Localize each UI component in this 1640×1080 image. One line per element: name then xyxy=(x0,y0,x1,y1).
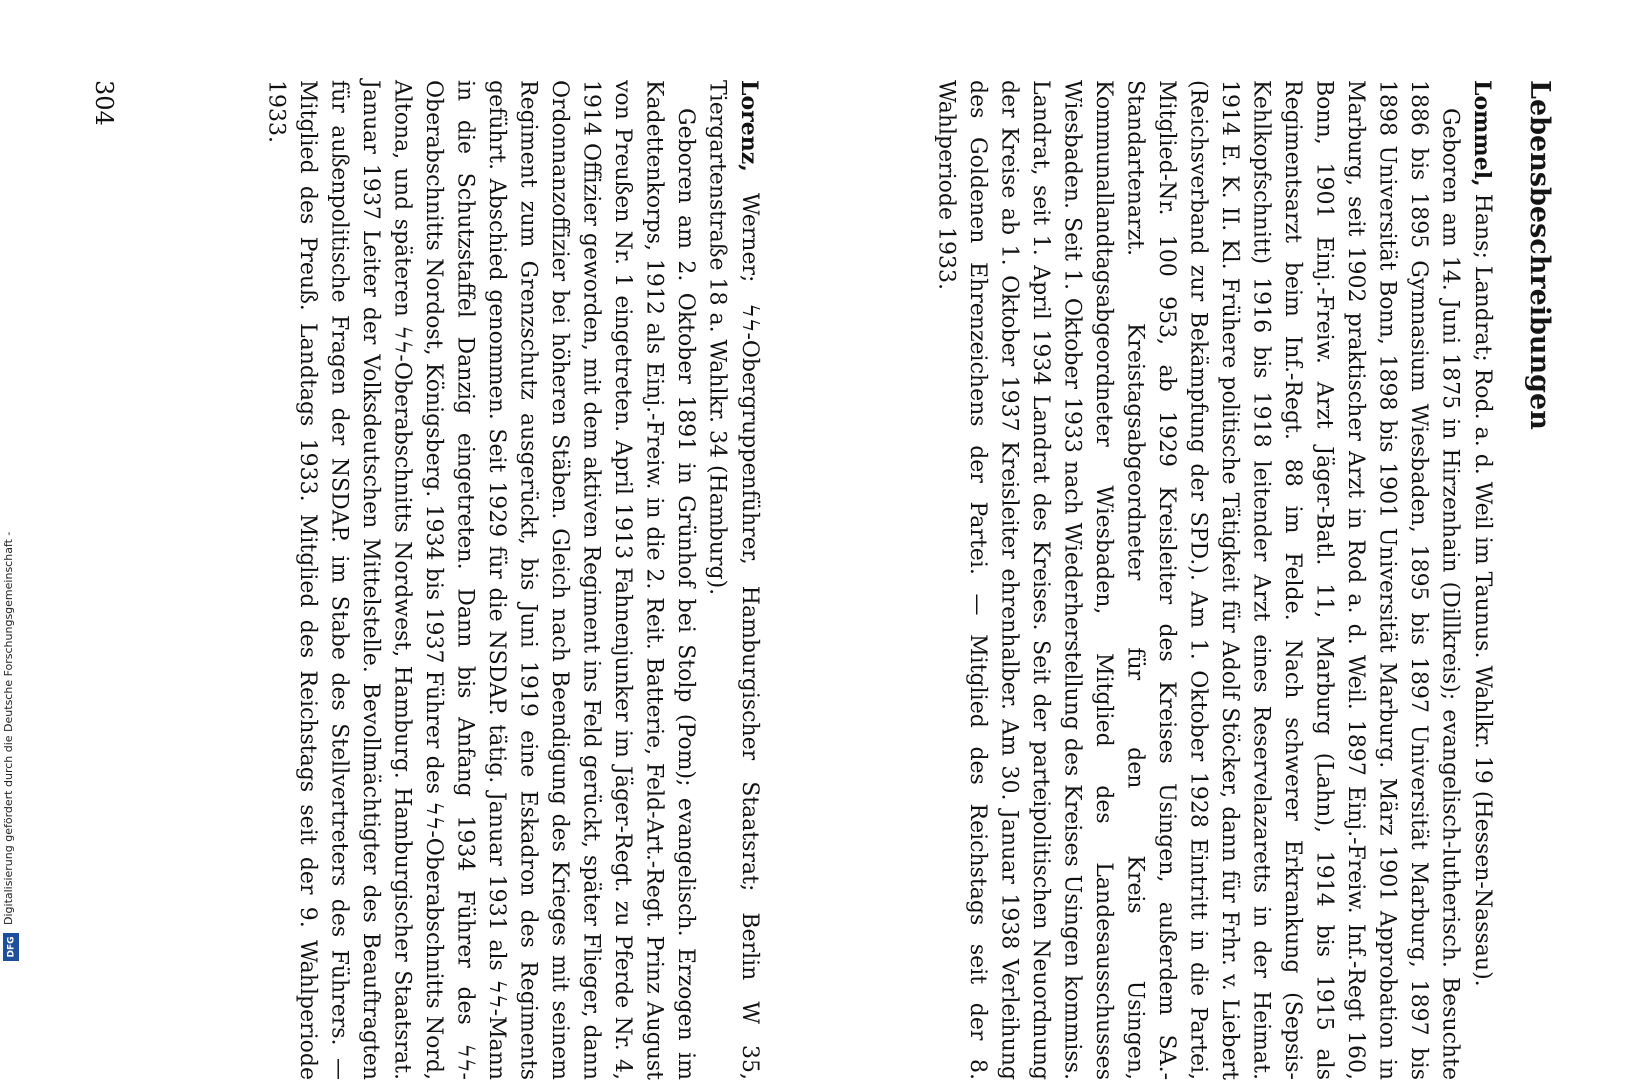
biography-entry-lorenz xyxy=(135,0,765,1080)
entry-heading-details: Hans; Landrat; Rod. a. d. Weil im Taunus. Wahlkr. 19 (Hessen-Nassau). xyxy=(1470,186,1495,987)
entry-heading xyxy=(701,80,765,1080)
entry-body: Geboren am 14. Juni 1875 in Hirzenhain (Dillkreis); evangelisch-lutherisch. Besuchte 1886 bis 1895 Gymnasium Wiesbaden, 1895 bis 1897 Universität Marburg, 1897 bis 1898 Universität Bonn, 1898 bis 1901 Universität Marburg. März 1901 Approbation in Marburg, seit 1902 praktischer Arzt in Rod a. d. Weil. 1897 Einj.-Freiw. Inf.-Regt 160, Bonn, 1901 Einj.-Freiw. Arzt Jäger-Batl. 11, Marburg (Lahn), 1914 bis 1915 als Regimentsarzt beim Inf.-Regt. 88 im Felde. Nach schwerer Erkrankung (Sepsis-Kehlkopfschnitt) 1916 bis 1918 leitender Arzt eines Reservelazaretts in der Heimat. 1914 E. K. II. Kl. Frühere politische Tätigkeit für Adolf Stöcker, dann für Frhr. v. Liebert (Reichsverband zur Bekämpfung der SPD.). Am 1. Oktober 1928 Eintritt in die Partei, Mitglied-Nr. 100 953, ab 1929 Kreisleiter des Kreises Usingen, außerdem SA.-Standartenarzt. Kreistagsabgeordneter für den Kreis Usingen, Kommunallandtagsabgeordneter Wiesbaden, Mitglied des Landesausschusses Wiesbaden. Seit 1. Oktober 1933 nach Wiederherstellung des Kreises Usingen kommiss. Landrat, seit 1. April 1934 Landrat des Kreises. Seit der parteipolitischen Neuordnung der Kreise ab 1. Oktober 1937 Kreisleiter ehrenhalber. Am 30. Januar 1938 Verleihung des Goldenen Ehrenzeichens der Partei. — Mitglied des Reichstags seit der 8. Wahlperiode 1933. xyxy=(933,80,1463,1080)
dfg-logo: DFG xyxy=(3,933,19,961)
entry-body: Geboren am 2. Oktober 1891 in Grünhof bei Stolp (Pom); evangelisch. Erzogen im Kadettenkorps, 1912 als Einj.-Freiw. in die 2. Reit. Batterie, Feld-Art.-Regt. Prinz August von Preußen Nr. 1 eingetreten. April 1913 Fahnenjunker im Jäger-Regt. zu Pferde Nr. 4, 1914 Offizier geworden, mit dem aktiven Regiment ins Feld gerückt, später Flieger, dann Ordonnanzoffizier bei höheren Stäben. Gleich nach Beendigung des Krieges mit seinem Regiment zum Grenzschutz ausgerückt, bis Juni 1919 eine Eskadron des Regiments geführt. Abschied genommen. Seit 1929 für die NSDAP. tätig. Januar 1931 als ϟϟ-Mann in die Schutzstaffel Danzig eingetreten. Dann bis Anfang 1934 Führer des ϟϟ-Oberabschnitts Nordost, Königsberg. 1934 bis 1937 Führer des ϟϟ-Oberabschnitts Nord, Altona, und späteren ϟϟ-Oberabschnitts Nordwest, Hamburg. Hamburgischer Staatsrat. Januar 1937 Leiter der Volksdeutschen Mittelstelle. Bevollmächtigter des Beauftragten für außenpolitische Fragen der NSDAP. im Stabe des Stellvertreters des Führers. — Mitglied des Preuß. Landtags 1933. Mitglied des Reichstags seit der 9. Wahlperiode 1933. xyxy=(263,80,698,1080)
digitization-note: Digitalisierung gefördert durch die Deutsche Forschungsgemeinschaft - xyxy=(2,531,15,925)
entry-name: Lorenz, xyxy=(736,80,762,172)
biography-entry-lommel xyxy=(808,0,1498,1080)
entry-heading xyxy=(1466,80,1499,1080)
page-number: 304 xyxy=(90,80,118,126)
digitization-footer xyxy=(0,531,22,1000)
section-title: Lebensbeschreibungen xyxy=(1524,80,1555,430)
entry-name: Lommel, xyxy=(1469,80,1495,187)
entry-heading-details: Werner; ϟϟ-Obergruppenführer, Hamburgischer Staatsrat; Berlin W 35, Tiergartenstraße 18 a. Wahlkr. 34 (Hamburg). xyxy=(704,80,762,1080)
